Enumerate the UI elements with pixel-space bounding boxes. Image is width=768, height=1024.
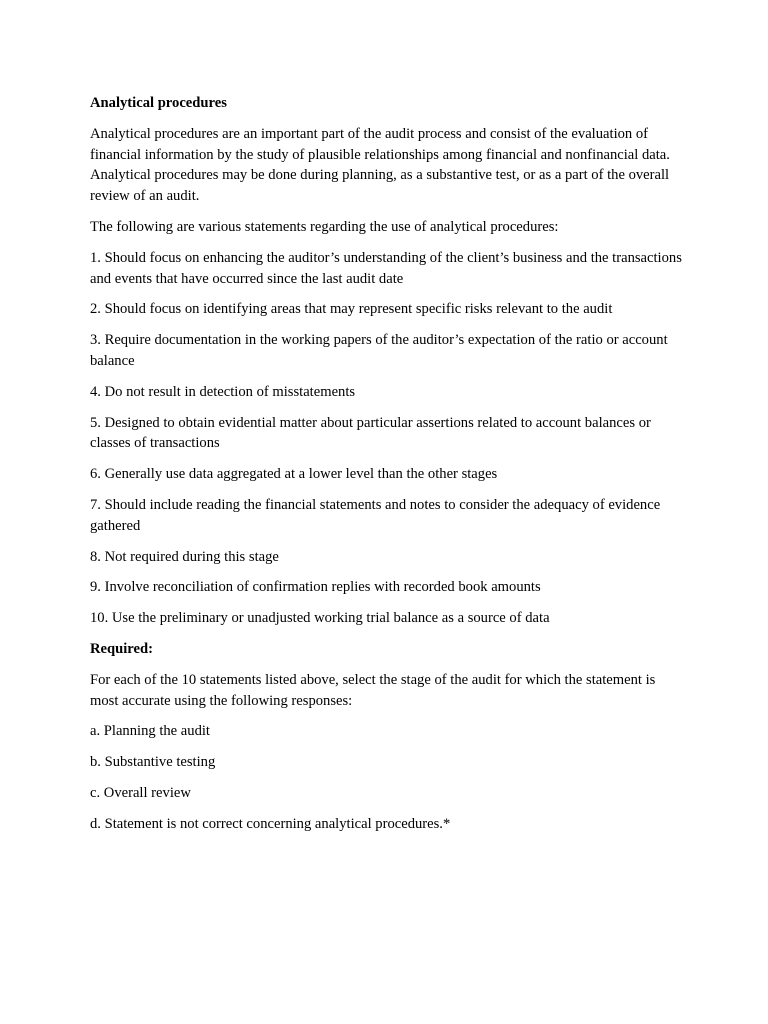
- intro-paragraph: Analytical procedures are an important part of the audit process and consist of the evaluation of financial information by the study of plausible relationships among financial and nonfinancial data. Analytical procedures may be done during planning, as a substantive test, or as a part of the overall review of an audit.: [90, 125, 670, 205]
- required-instructions: For each of the 10 statements listed above, select the stage of the audit for which the statement is most accurate using the following responses:: [90, 671, 656, 709]
- required-heading: Required:: [90, 640, 153, 657]
- response-option: b. Substantive testing: [90, 754, 216, 771]
- statement-item: 6. Generally use data aggregated at a lower level than the other stages: [90, 466, 498, 483]
- statement-item: 4. Do not result in detection of misstatements: [90, 383, 356, 400]
- statement-item: 1. Should focus on enhancing the auditor’s understanding of the client’s business and the transactions and events that have occurred since the last audit date: [90, 249, 682, 287]
- document-title: Analytical procedures: [90, 95, 227, 111]
- statement-item: 10. Use the preliminary or unadjusted working trial balance as a source of data: [90, 610, 550, 627]
- statement-item: 7. Should include reading the financial statements and notes to consider the adequacy of evidence gathered: [90, 496, 661, 534]
- response-option: c. Overall review: [90, 784, 191, 801]
- statement-item: 3. Require documentation in the working papers of the auditor’s expectation of the ratio or account balance: [90, 332, 668, 369]
- statement-item: 2. Should focus on identifying areas that may represent specific risks relevant to the audit: [90, 301, 613, 318]
- statement-item: 9. Involve reconciliation of confirmation replies with recorded book amounts: [90, 579, 541, 596]
- document-page: [90, 93, 682, 845]
- statement-item: 8. Not required during this stage: [90, 548, 279, 565]
- lead-in-paragraph: The following are various statements regarding the use of analytical procedures:: [90, 218, 559, 235]
- statement-item: 5. Designed to obtain evidential matter about particular assertions related to account balances or classes of transactions: [90, 414, 651, 452]
- response-option: a. Planning the audit: [90, 723, 210, 740]
- response-option: d. Statement is not correct concerning analytical procedures.*: [90, 815, 451, 832]
